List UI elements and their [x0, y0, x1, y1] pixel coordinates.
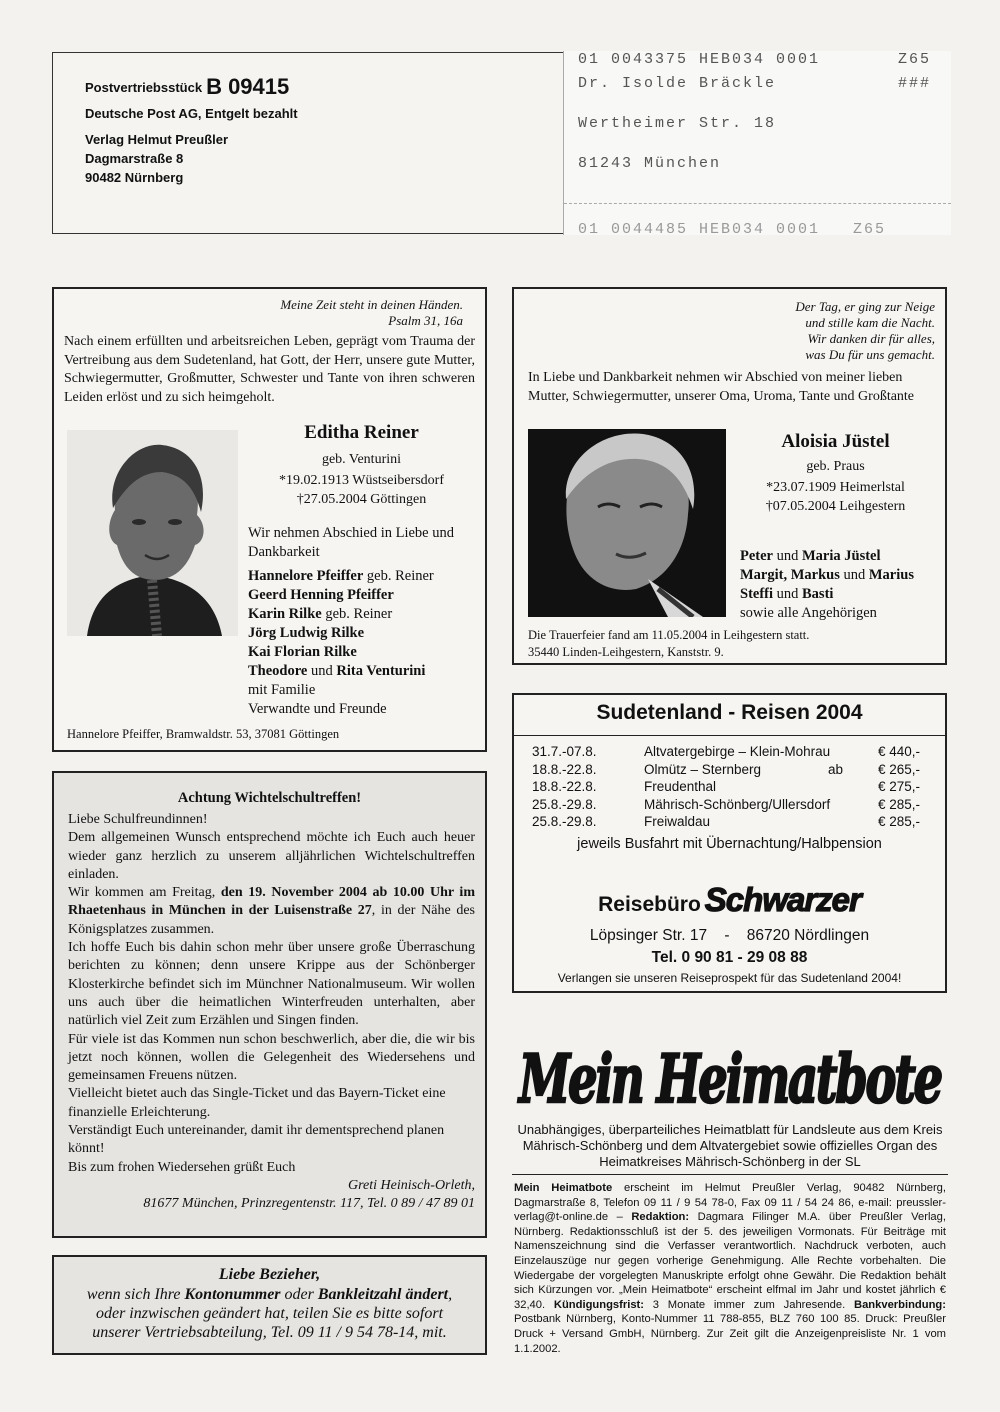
- impressum-label-bank: Bankverbindung:: [854, 1298, 946, 1311]
- obit2-address: 35440 Linden-Leihgestern, Kanststr. 9.: [528, 645, 724, 659]
- obit1-family-list: [248, 567, 481, 719]
- obit1-farewell: Wir nehmen Abschied in Liebe und Dankbarkeit: [248, 525, 454, 560]
- obit1-family-member: Hannelore Pfeiffer geb. Reiner: [248, 568, 434, 584]
- travel-title: Sudetenland - Reisen 2004: [596, 701, 863, 724]
- publisher-street: Dagmarstraße 8: [85, 151, 184, 166]
- wichtel-paragraph-date: Wir kommen am Freitag, den 19. November 2004 ab 10.00 Uhr im Rhaetenhaus in München in der Luisenstraße 27, in der Nähe des Königsplatzes zusammen.: [68, 885, 476, 937]
- wichtel-paragraph: Für viele ist das Kommen nun schon beschwerlich, aber die, die wir bis jetzt noch können, wollen die Gelegenheit des Wiedersehens und gemeinsamen Freuens nützen.: [68, 1031, 475, 1084]
- obit1-deceased-name: Editha Reiner: [304, 422, 419, 443]
- obit1-quote-line: Meine Zeit steht in deinen Händen.: [280, 297, 463, 312]
- publisher-name: Verlag Helmut Preußler: [85, 132, 229, 147]
- postvertrieb-line: [85, 74, 298, 99]
- obit1-family-member: Geerd Henning Pfeiffer: [248, 587, 394, 603]
- obit1-family-member: mit Familie: [248, 682, 316, 698]
- obit2-quote-line: Wir danken dir für alles,: [807, 331, 935, 346]
- trip-row: 25.8.-29.8. Mährisch-Schönberg/Ullersdorf € 285,-: [532, 796, 921, 812]
- obit2-family-member: Margit, Markus und Marius: [740, 567, 914, 583]
- obit1-family-member: Kai Florian Rilke: [248, 644, 357, 660]
- obit2-quote-line: und stille kam die Nacht.: [805, 315, 935, 330]
- obituary-editha-reiner: [52, 287, 487, 752]
- obit2-deceased-name: Aloisia Jüstel: [781, 431, 890, 452]
- label-code-right: Z65: [898, 51, 932, 68]
- recipient-name: Dr. Isolde Bräckle: [578, 75, 777, 92]
- obit2-quote: [795, 299, 935, 363]
- trip-row: 31.7.-07.8. Altvatergebirge – Klein-Mohrau € 440,-: [532, 744, 921, 759]
- obit1-birth: *19.02.1913 Wüstseibersdorf: [279, 473, 444, 488]
- agency-address-dash: -: [724, 927, 730, 944]
- wichtel-body: [68, 811, 475, 1214]
- obit2-family-member: Peter und Maria Jüstel: [740, 548, 881, 564]
- portrait-photo-icon: [528, 429, 726, 617]
- sender-block: [85, 74, 298, 187]
- obit2-birth: *23.07.1909 Heimerlstal: [766, 480, 905, 495]
- recipient-street: Wertheimer Str. 18: [578, 115, 777, 132]
- obit1-family-member: Jörg Ludwig Rilke: [248, 625, 365, 641]
- obit2-born-name: geb. Praus: [806, 459, 865, 474]
- wichtel-paragraph: Dem allgemeinen Wunsch entsprechend möchte ich Euch auch heuer wieder ganz herzlich zu unserem alljährlichen Wichtelschultreffen einladen.: [68, 830, 475, 882]
- wichtel-signature-address: 81677 München, Prinzregentenstr. 117, Tel. 0 89 / 47 89 01: [143, 1196, 475, 1212]
- trip-row: 18.8.-22.8. Freudenthal € 275,-: [532, 779, 921, 794]
- obit1-address: Hannelore Pfeiffer, Bramwaldstr. 53, 37081 Göttingen: [67, 727, 340, 741]
- subscriber-line: unserer Vertriebsabteilung, Tel. 09 11 / 9 54 78-14, mit.: [92, 1324, 447, 1341]
- wichtelschule-reunion-notice: [52, 771, 487, 1238]
- wichtel-paragraph: Ich hoffe Euch bis dahin schon mehr über unsere große Überraschung berichten zu können; denn unsere Krippe aus der Schönberger Klosterkirche befindet sich im Münchner Nationalmuseum. Wir wollen uns auch über die heimatlichen Winterfreuden unterhalten, aber natürlich viel Zeit zum Erzählen und Singen finden.: [68, 940, 475, 1029]
- agency-phone: Tel. 0 90 81 - 29 08 88: [651, 949, 808, 966]
- agency-prefix: Reisebüro: [598, 893, 701, 916]
- portrait-photo-icon: [67, 430, 238, 636]
- masthead-tagline: Unabhängiges, überparteiliches Heimatblatt für Landsleute aus dem Kreis Mährisch-Schönberg und dem Altvatergebiet sowie offizielles Organ des Heimatkreises Mährisch-Schönberg in der SL: [517, 1122, 943, 1169]
- obit1-quote: [280, 297, 463, 329]
- agency-address: [514, 927, 945, 945]
- agency-city: 86720 Nördlingen: [746, 927, 870, 944]
- wichtel-greeting: Liebe Schulfreundinnen!: [68, 812, 208, 827]
- wichtel-heading: Achtung Wichtelschultreffen!: [177, 790, 362, 806]
- obit1-intro: Nach einem erfüllten und arbeitsreichen Leben, geprägt vom Trauma der Vertreibung aus dem Sudetenland, hat Gott, der Herr, unsere gute Mutter, Schwiegermutter, Großmutter, Schwester und Tante von ihren schweren Leiden erlöst und zu sich heimgeholt.: [64, 334, 475, 405]
- postage-paid-line: Deutsche Post AG, Entgelt bezahlt: [85, 106, 298, 121]
- obit2-portrait: [528, 429, 726, 617]
- agency-logo: Schwarzer: [704, 881, 861, 918]
- label-hashes: ###: [898, 75, 932, 92]
- obit1-family-member: Karin Rilke geb. Reiner: [248, 606, 393, 622]
- agency-brand: [514, 881, 945, 919]
- subscriber-line: oder inzwischen geändert hat, teilen Sie es bitte sofort: [95, 1305, 444, 1322]
- subscriber-heading: Liebe Bezieher,: [218, 1266, 321, 1283]
- masthead-title-text: Mein Heimatbote: [517, 1040, 942, 1118]
- obit2-family-member: sowie alle Angehörigen: [740, 605, 877, 621]
- address-label: [563, 51, 951, 235]
- masthead-logo: [512, 1012, 948, 1122]
- obit1-quote-source: Psalm 31, 16a: [388, 313, 463, 328]
- impressum-label-kuendigung: Kündigungsfrist:: [553, 1298, 644, 1311]
- recipient-city: 81243 München: [578, 155, 722, 172]
- obit2-quote-line: was Du für uns gemacht.: [805, 347, 935, 362]
- postvertrieb-number: B 09415: [206, 74, 290, 99]
- label-next-code: 01 0044485 HEB034 0001 Z65: [578, 221, 887, 233]
- obit2-quote-line: Der Tag, er ging zur Neige: [795, 299, 935, 314]
- postal-header: [52, 52, 950, 234]
- obit2-intro: In Liebe und Dankbarkeit nehmen wir Abschied von meiner lieben Mutter, Schwiegermutter, unserer Oma, Uroma, Tante und Großtante: [528, 370, 915, 404]
- travel-bus-note: jeweils Busfahrt mit Übernachtung/Halbpension: [577, 836, 882, 852]
- travel-ad: [512, 693, 947, 993]
- blackletter-title: [512, 1012, 948, 1122]
- obit1-family-member: Verwandte und Freunde: [248, 701, 387, 717]
- agency-prospect-note: Verlangen sie unseren Reiseprospekt für das Sudetenland 2004!: [557, 971, 902, 985]
- wichtel-signature-name: Greti Heinisch-Orleth,: [347, 1177, 475, 1193]
- travel-divider: [514, 735, 945, 736]
- obit2-death: †07.05.2004 Leihgestern: [765, 499, 906, 514]
- obit2-funeral: Die Trauerfeier fand am 11.05.2004 in Leihgestern statt.: [528, 628, 810, 642]
- obit1-portrait: [67, 430, 238, 636]
- trip-list: [532, 743, 935, 831]
- obit1-death: †27.05.2004 Göttingen: [296, 492, 427, 507]
- wichtel-paragraph: Verständigt Euch untereinander, damit ihr dementsprechend planen könnt!: [68, 1123, 445, 1157]
- obit2-family-list: [740, 547, 941, 623]
- postvertrieb-label: Postvertriebsstück: [85, 80, 203, 95]
- wichtel-paragraph: Vielleicht bietet auch das Single-Ticket und das Bayern-Ticket eine finanzielle Erleichterung.: [68, 1086, 446, 1120]
- subscriber-line: wenn sich Ihre Kontonummer oder Bankleitzahl ändert,: [86, 1286, 453, 1303]
- obit1-family-member: Theodore und Rita Venturini: [248, 663, 426, 679]
- publisher-city: 90482 Nürnberg: [85, 170, 184, 185]
- trip-row: 18.8.-22.8. Olmütz – Sternberg ab € 265,-: [532, 761, 921, 777]
- subscriber-notice: [52, 1255, 487, 1355]
- obit1-born-name: geb. Venturini: [321, 452, 402, 467]
- obituary-aloisia-juestel: [512, 287, 947, 665]
- label-code-line: 01 0043375 HEB034 0001: [578, 51, 821, 68]
- agency-street: Löpsinger Str. 17: [589, 927, 708, 944]
- label-cut-line: [564, 203, 951, 204]
- trip-row: 25.8.-29.8. Freiwaldau € 285,-: [532, 814, 921, 829]
- obit2-family-member: Steffi und Basti: [740, 586, 834, 602]
- masthead-divider: [512, 1174, 948, 1175]
- impressum: Mein Heimatbote erscheint im Helmut Preußler Verlag, 90482 Nürnberg, Dagmarstraße 8, Telefon 09 11 / 9 54 78-0, Fax 09 11 / 54 24 86, e-mail: preussler-verlag@t-online.de – Redaktion: Dagmara Filinger M.A. über Preußler Verlag, Nürnberg. Redaktionsschluß ist der 5. des jeweiligen Vormonats. Für Beiträge mit Namenszeichnung sind die Verfasser verantwortlich. Nachdruck verboten, auch Einzelauszüge nur gegen vorherige Genehmigung. Alle Rechte vorbehalten. Die Wiedergabe der vorgelegten Manuskripte erfolgt ohne Gewähr. Die Redaktion behält sich Kürzungen vor. „Mein Heimatbote“ erscheint elfmal im Jahr und kostet jährlich € 32,40. Kündigungsfrist: 3 Monate immer zum Jahresende. Bankverbindung: Postbank Nürnberg, Konto-Nummer 11 788-855, BLZ 760 100 85. Druck: Preußler Druck + Versand GmbH, Nürnberg. Zur Zeit gilt die Anzeigenpreisliste Nr. 1 vom 1.1.2002.: [514, 1182, 946, 1355]
- impressum-label-redaktion: Redaktion:: [631, 1211, 690, 1224]
- impressum-title: Mein Heimatbote: [514, 1182, 613, 1194]
- wichtel-paragraph: Bis zum frohen Wiedersehen grüßt Euch: [68, 1159, 296, 1175]
